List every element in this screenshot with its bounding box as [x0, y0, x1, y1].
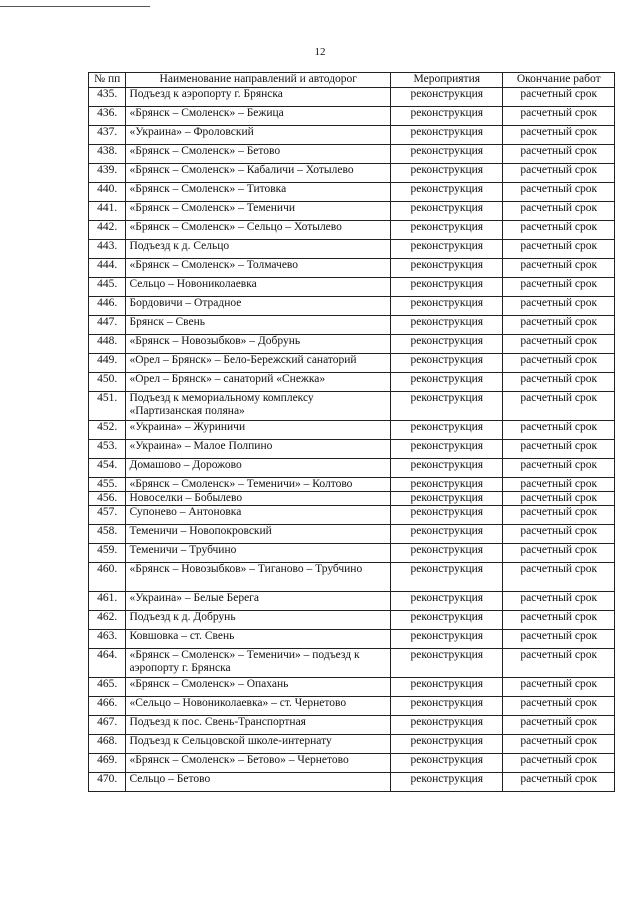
row-number: 448.: [89, 335, 126, 354]
header-name: Наименование направлений и автодорог: [126, 73, 391, 88]
table-row: [89, 563, 615, 592]
row-number: 450.: [89, 373, 126, 392]
row-deadline: расчетный срок: [503, 392, 615, 421]
row-deadline: расчетный срок: [503, 240, 615, 259]
table-row: [89, 392, 615, 421]
row-number: 452.: [89, 421, 126, 440]
row-number: 435.: [89, 88, 126, 107]
top-rule: [0, 6, 150, 7]
table-row: [89, 754, 615, 773]
row-measure: реконструкция: [391, 421, 503, 440]
row-deadline: расчетный срок: [503, 373, 615, 392]
row-deadline: расчетный срок: [503, 735, 615, 754]
row-number: 458.: [89, 525, 126, 544]
row-number: 447.: [89, 316, 126, 335]
table-row: [89, 459, 615, 478]
row-measure: реконструкция: [391, 697, 503, 716]
row-deadline: расчетный срок: [503, 773, 615, 792]
row-deadline: расчетный срок: [503, 440, 615, 459]
row-road-name: «Брянск – Смоленск» – Теменичи: [126, 202, 391, 221]
row-measure: реконструкция: [391, 164, 503, 183]
row-number: 466.: [89, 697, 126, 716]
row-deadline: расчетный срок: [503, 221, 615, 240]
row-road-name: Теменичи – Трубчино: [126, 544, 391, 563]
table-row: [89, 107, 615, 126]
row-measure: реконструкция: [391, 335, 503, 354]
row-number: 455.: [89, 478, 126, 492]
row-number: 470.: [89, 773, 126, 792]
row-deadline: расчетный срок: [503, 459, 615, 478]
row-road-name: «Украина» – Малое Полпино: [126, 440, 391, 459]
row-road-name: Сельцо – Новониколаевка: [126, 278, 391, 297]
row-deadline: расчетный срок: [503, 88, 615, 107]
row-measure: реконструкция: [391, 611, 503, 630]
table-row: [89, 240, 615, 259]
row-number: 459.: [89, 544, 126, 563]
table-row: [89, 440, 615, 459]
row-road-name: «Брянск – Смоленск» – Теменичи» – Колтово: [126, 478, 391, 492]
row-measure: реконструкция: [391, 373, 503, 392]
row-deadline: расчетный срок: [503, 278, 615, 297]
row-measure: реконструкция: [391, 525, 503, 544]
row-road-name: «Брянск – Смоленск» – Кабаличи – Хотылево: [126, 164, 391, 183]
row-measure: реконструкция: [391, 459, 503, 478]
row-measure: реконструкция: [391, 354, 503, 373]
row-deadline: расчетный срок: [503, 716, 615, 735]
row-deadline: расчетный срок: [503, 202, 615, 221]
row-deadline: расчетный срок: [503, 259, 615, 278]
table-row: [89, 354, 615, 373]
row-deadline: расчетный срок: [503, 697, 615, 716]
row-road-name: «Брянск – Новозыбков» – Добрунь: [126, 335, 391, 354]
row-deadline: расчетный срок: [503, 421, 615, 440]
row-number: 440.: [89, 183, 126, 202]
table-row: [89, 592, 615, 611]
row-number: 463.: [89, 630, 126, 649]
table-row: [89, 544, 615, 563]
table-row: [89, 145, 615, 164]
row-deadline: расчетный срок: [503, 316, 615, 335]
row-deadline: расчетный срок: [503, 630, 615, 649]
row-number: 449.: [89, 354, 126, 373]
row-measure: реконструкция: [391, 297, 503, 316]
row-road-name: «Брянск – Смоленск» – Бетово» – Чернетово: [126, 754, 391, 773]
table-row: [89, 297, 615, 316]
row-measure: реконструкция: [391, 240, 503, 259]
row-number: 462.: [89, 611, 126, 630]
header-num: № пп: [89, 73, 126, 88]
row-measure: реконструкция: [391, 126, 503, 145]
table-row: [89, 735, 615, 754]
table-body: [89, 88, 615, 792]
row-deadline: расчетный срок: [503, 145, 615, 164]
row-road-name: Новоселки – Бобылево: [126, 492, 391, 506]
row-road-name: Ковшовка – ст. Свень: [126, 630, 391, 649]
row-measure: реконструкция: [391, 735, 503, 754]
row-number: 457.: [89, 506, 126, 525]
row-measure: реконструкция: [391, 563, 503, 592]
row-deadline: расчетный срок: [503, 592, 615, 611]
row-number: 456.: [89, 492, 126, 506]
row-road-name: «Брянск – Смоленск» – Бетово: [126, 145, 391, 164]
row-deadline: расчетный срок: [503, 563, 615, 592]
row-deadline: расчетный срок: [503, 506, 615, 525]
row-measure: реконструкция: [391, 145, 503, 164]
table-row: [89, 611, 615, 630]
row-deadline: расчетный срок: [503, 164, 615, 183]
header-deadline: Окончание работ: [503, 73, 615, 88]
row-number: 451.: [89, 392, 126, 421]
row-measure: реконструкция: [391, 773, 503, 792]
row-road-name: «Брянск – Смоленск» – Бежица: [126, 107, 391, 126]
table-row: [89, 649, 615, 678]
table-row: [89, 259, 615, 278]
row-number: 442.: [89, 221, 126, 240]
row-deadline: расчетный срок: [503, 544, 615, 563]
row-number: 465.: [89, 678, 126, 697]
row-deadline: расчетный срок: [503, 678, 615, 697]
row-road-name: «Украина» – Фроловский: [126, 126, 391, 145]
row-number: 444.: [89, 259, 126, 278]
row-number: 446.: [89, 297, 126, 316]
row-deadline: расчетный срок: [503, 525, 615, 544]
row-measure: реконструкция: [391, 440, 503, 459]
row-road-name: «Украина» – Белые Берега: [126, 592, 391, 611]
row-deadline: расчетный срок: [503, 335, 615, 354]
row-deadline: расчетный срок: [503, 649, 615, 678]
row-number: 467.: [89, 716, 126, 735]
row-measure: реконструкция: [391, 630, 503, 649]
table-row: [89, 716, 615, 735]
row-road-name: «Орел – Брянск» – Бело-Бережский санаторий: [126, 354, 391, 373]
row-deadline: расчетный срок: [503, 297, 615, 316]
row-number: 441.: [89, 202, 126, 221]
row-road-name: Подъезд к аэропорту г. Брянска: [126, 88, 391, 107]
row-road-name: «Брянск – Смоленск» – Опахань: [126, 678, 391, 697]
table-row: [89, 183, 615, 202]
row-number: 464.: [89, 649, 126, 678]
table-row: [89, 88, 615, 107]
row-deadline: расчетный срок: [503, 126, 615, 145]
table-row: [89, 335, 615, 354]
row-deadline: расчетный срок: [503, 754, 615, 773]
table-row: [89, 421, 615, 440]
row-road-name: «Брянск – Смоленск» – Сельцо – Хотылево: [126, 221, 391, 240]
row-measure: реконструкция: [391, 392, 503, 421]
row-measure: реконструкция: [391, 107, 503, 126]
row-deadline: расчетный срок: [503, 478, 615, 492]
row-road-name: «Украина» – Журиничи: [126, 421, 391, 440]
row-number: 453.: [89, 440, 126, 459]
row-road-name: «Сельцо – Новониколаевка» – ст. Чернетово: [126, 697, 391, 716]
table-row: [89, 373, 615, 392]
row-road-name: Домашово – Дорожово: [126, 459, 391, 478]
row-road-name: Теменичи – Новопокровский: [126, 525, 391, 544]
row-deadline: расчетный срок: [503, 492, 615, 506]
table-row: [89, 278, 615, 297]
row-number: 461.: [89, 592, 126, 611]
row-road-name: Бордовичи – Отрадное: [126, 297, 391, 316]
header-measure: Мероприятия: [391, 73, 503, 88]
row-road-name: «Брянск – Смоленск» – Титовка: [126, 183, 391, 202]
row-road-name: «Брянск – Смоленск» – Теменичи» – подъезд к аэропорту г. Брянска: [126, 649, 391, 678]
row-measure: реконструкция: [391, 221, 503, 240]
row-measure: реконструкция: [391, 316, 503, 335]
row-number: 445.: [89, 278, 126, 297]
row-road-name: «Орел – Брянск» – санаторий «Снежка»: [126, 373, 391, 392]
row-measure: реконструкция: [391, 592, 503, 611]
row-road-name: Подъезд к пос. Свень-Транспортная: [126, 716, 391, 735]
row-deadline: расчетный срок: [503, 354, 615, 373]
row-measure: реконструкция: [391, 754, 503, 773]
row-measure: реконструкция: [391, 544, 503, 563]
table-header-row: [89, 73, 615, 88]
table-row: [89, 630, 615, 649]
table-row: [89, 316, 615, 335]
row-measure: реконструкция: [391, 478, 503, 492]
row-measure: реконструкция: [391, 183, 503, 202]
table-row: [89, 164, 615, 183]
row-road-name: Подъезд к д. Добрунь: [126, 611, 391, 630]
roads-table: [88, 72, 615, 792]
row-road-name: Сельцо – Бетово: [126, 773, 391, 792]
table-row: [89, 202, 615, 221]
page-number: 12: [314, 46, 326, 58]
row-road-name: Подъезд к Сельцовской школе-интернату: [126, 735, 391, 754]
table-row: [89, 773, 615, 792]
table-row: [89, 478, 615, 492]
row-measure: реконструкция: [391, 716, 503, 735]
row-measure: реконструкция: [391, 678, 503, 697]
row-deadline: расчетный срок: [503, 107, 615, 126]
row-number: 443.: [89, 240, 126, 259]
row-measure: реконструкция: [391, 202, 503, 221]
row-number: 436.: [89, 107, 126, 126]
table-row: [89, 678, 615, 697]
table-row: [89, 525, 615, 544]
row-measure: реконструкция: [391, 649, 503, 678]
row-number: 468.: [89, 735, 126, 754]
row-measure: реконструкция: [391, 278, 503, 297]
row-number: 439.: [89, 164, 126, 183]
row-road-name: Супонево – Антоновка: [126, 506, 391, 525]
row-deadline: расчетный срок: [503, 611, 615, 630]
table-row: [89, 697, 615, 716]
table-row: [89, 221, 615, 240]
row-measure: реконструкция: [391, 492, 503, 506]
row-number: 460.: [89, 563, 126, 592]
row-road-name: Подъезд к мемориальному комплексу «Партизанская поляна»: [126, 392, 391, 421]
row-number: 438.: [89, 145, 126, 164]
row-road-name: Подъезд к д. Сельцо: [126, 240, 391, 259]
table-row: [89, 126, 615, 145]
row-number: 437.: [89, 126, 126, 145]
row-measure: реконструкция: [391, 259, 503, 278]
row-deadline: расчетный срок: [503, 183, 615, 202]
row-measure: реконструкция: [391, 506, 503, 525]
row-number: 454.: [89, 459, 126, 478]
row-road-name: «Брянск – Смоленск» – Толмачево: [126, 259, 391, 278]
row-number: 469.: [89, 754, 126, 773]
row-road-name: Брянск – Свень: [126, 316, 391, 335]
table-row: [89, 506, 615, 525]
table-row: [89, 492, 615, 506]
row-road-name: «Брянск – Новозыбков» – Тиганово – Трубчино: [126, 563, 391, 592]
row-measure: реконструкция: [391, 88, 503, 107]
